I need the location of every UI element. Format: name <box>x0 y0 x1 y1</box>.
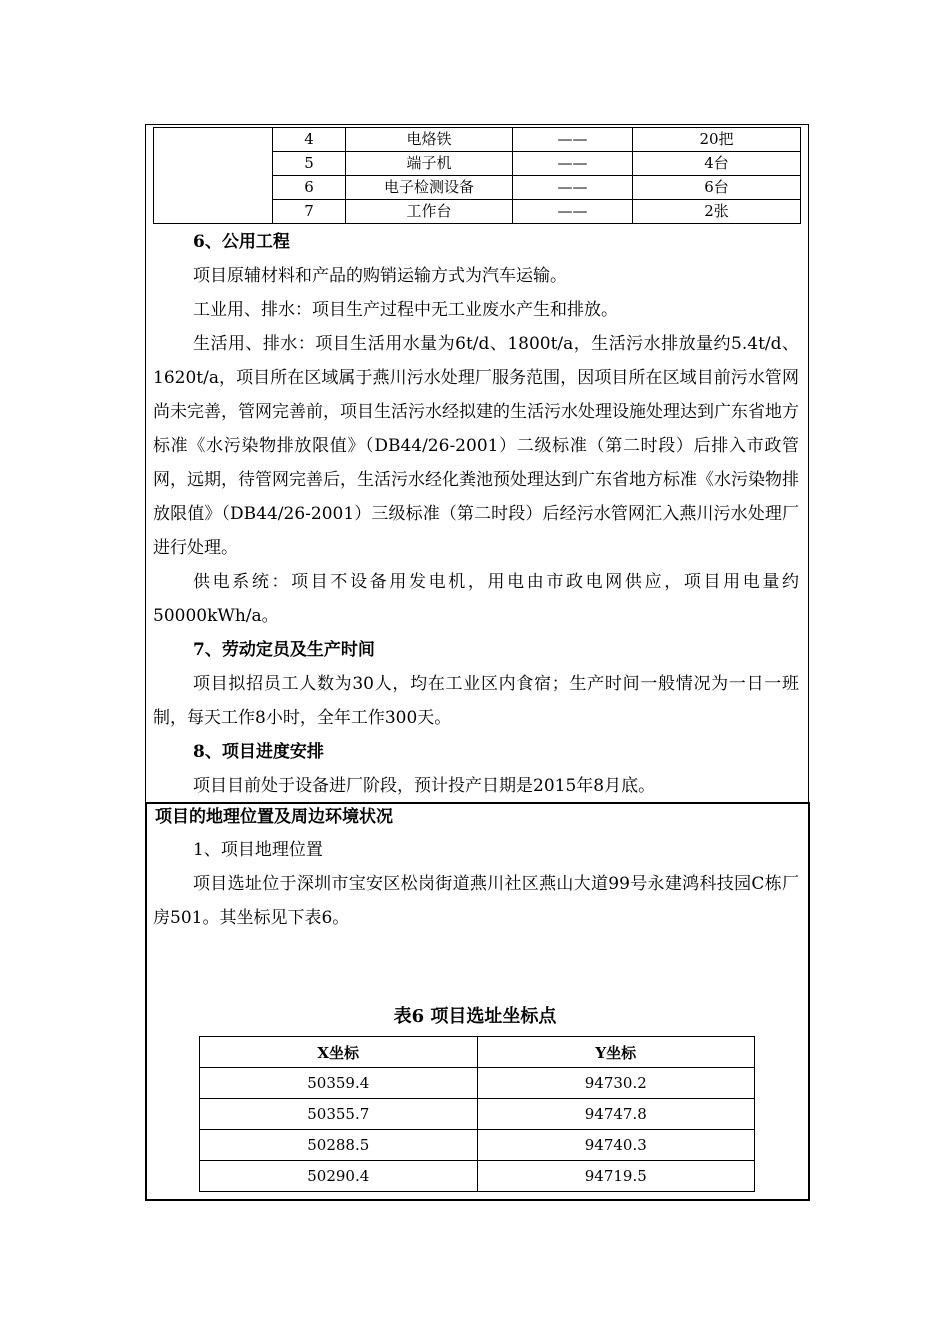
x-value: 50290.4 <box>200 1161 478 1192</box>
section-6 <box>153 225 799 803</box>
section-left-border <box>145 124 146 802</box>
equipment-table <box>153 127 801 224</box>
section-7-title: 7、劳动定员及生产时间 <box>193 640 375 660</box>
equipment-no: 5 <box>273 152 346 176</box>
equipment-qty: 20把 <box>633 128 801 152</box>
geo-section-title: 项目的地理位置及周边环境状况 <box>155 807 393 827</box>
table-row <box>154 128 801 152</box>
section-8-para-1: 项目目前处于设备进厂阶段，预计投产日期是2015年8月底。 <box>193 776 656 796</box>
x-value: 50355.7 <box>200 1099 478 1130</box>
x-value: 50359.4 <box>200 1068 478 1099</box>
section-6-para-4: 供电系统：项目不设备用发电机，用电由市政电网供应，项目用电量约50000kWh/a。 <box>153 572 799 626</box>
col-y-header: Y坐标 <box>477 1037 755 1068</box>
equipment-name: 工作台 <box>346 200 513 224</box>
section-7-para-1: 项目拟招员工人数为30人，均在工业区内食宿；生产时间一般情况为一日一班制，每天工作8小时，全年工作300天。 <box>153 674 799 728</box>
section-8-title: 8、项目进度安排 <box>193 742 324 762</box>
geo-content <box>153 833 799 935</box>
y-value: 94747.8 <box>477 1099 755 1130</box>
equipment-name: 电烙铁 <box>346 128 513 152</box>
section-top-border <box>145 124 808 125</box>
equipment-model: —— <box>513 128 633 152</box>
equipment-name: 端子机 <box>346 152 513 176</box>
equipment-qty: 4台 <box>633 152 801 176</box>
table-6-title: 表6 项目选址坐标点 <box>393 1006 557 1027</box>
table-row <box>200 1099 755 1130</box>
equipment-no: 4 <box>273 128 346 152</box>
y-value: 94740.3 <box>477 1130 755 1161</box>
section-6-title: 6、公用工程 <box>193 232 290 252</box>
equipment-qty: 6台 <box>633 176 801 200</box>
geo-subtitle: 1、项目地理位置 <box>193 840 323 860</box>
table-row <box>200 1130 755 1161</box>
equipment-no: 7 <box>273 200 346 224</box>
equipment-model: —— <box>513 176 633 200</box>
col-x-header: X坐标 <box>200 1037 478 1068</box>
section-6-para-1: 项目原辅材料和产品的购销运输方式为汽车运输。 <box>193 266 567 286</box>
x-value: 50288.5 <box>200 1130 478 1161</box>
section-6-para-2: 工业用、排水：项目生产过程中无工业废水产生和排放。 <box>193 300 618 320</box>
coordinate-table <box>199 1036 755 1192</box>
equipment-model: —— <box>513 200 633 224</box>
equipment-qty: 2张 <box>633 200 801 224</box>
table-header-row <box>200 1037 755 1068</box>
geo-paragraph: 项目选址位于深圳市宝安区松岗街道燕川社区燕山大道99号永建鸿科技园C栋厂房501。其坐标见下表6。 <box>153 874 799 928</box>
table-row <box>200 1068 755 1099</box>
equipment-name: 电子检测设备 <box>346 176 513 200</box>
y-value: 94719.5 <box>477 1161 755 1192</box>
table-row <box>200 1161 755 1192</box>
equipment-model: —— <box>513 152 633 176</box>
section-right-border <box>808 124 809 802</box>
y-value: 94730.2 <box>477 1068 755 1099</box>
blank-cell <box>154 128 273 224</box>
equipment-no: 6 <box>273 176 346 200</box>
section-6-para-3: 生活用、排水：项目生活用水量为6t/d、1800t/a，生活污水排放量约5.4t/d、1620t/a，项目所在区域属于燕川污水处理厂服务范围，因项目所在区域目前污水管网尚未完善，管网完善前，项目生活污水经拟建的生活污水处理设施处理达到广东省地方标准《水污染物排放限值》（DB44/26-2001）二级标准（第二时段）后排入市政管网，远期，待管网完善后，生活污水经化粪池预处理达到广东省地方标准《水污染物排放限值》（DB44/26-2001）三级标准（第二时段）后经污水管网汇入燕川污水处理厂进行处理。 <box>153 334 799 558</box>
